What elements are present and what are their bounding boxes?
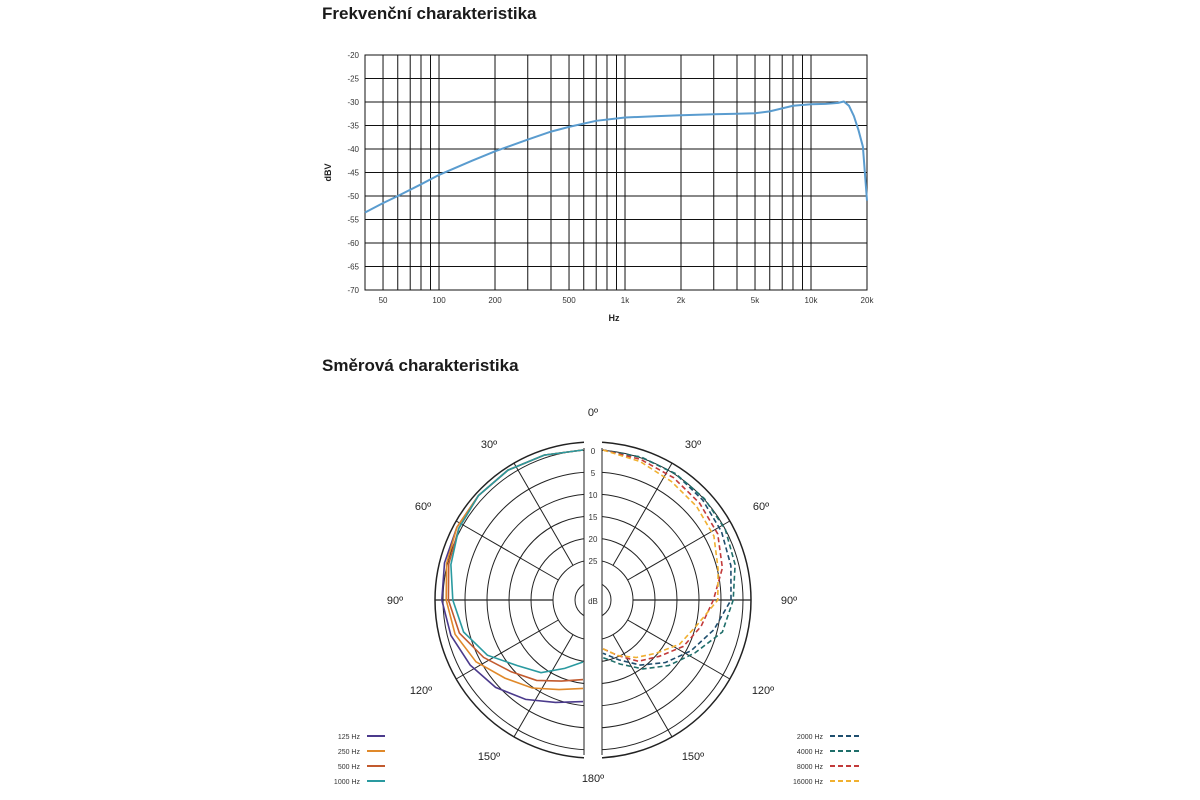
y-tick-label: -55 [347, 215, 359, 225]
legend-right-label: 16000 Hz [793, 779, 823, 786]
polar-chart-title: Směrová charakteristika [322, 356, 519, 375]
y-tick-label: -20 [347, 51, 359, 60]
angle-label: 60º [752, 501, 770, 513]
angle-label: 120º [409, 685, 433, 697]
radial-tick-label: 15 [588, 513, 598, 522]
y-tick-label: -45 [347, 168, 359, 178]
y-axis-label: dBV [323, 163, 333, 182]
polar-curve-8000hz [603, 450, 722, 661]
angle-label: 120º [751, 685, 775, 697]
x-tick-label: 5k [750, 296, 760, 305]
legend-left-label: 1000 Hz [333, 779, 360, 786]
legend-left-label: 500 Hz [337, 764, 360, 771]
legend-right-label: 8000 Hz [796, 764, 823, 771]
x-tick-label: 10k [804, 296, 818, 305]
angle-label: 90º [780, 595, 798, 607]
polar-spoke [514, 463, 573, 565]
y-tick-label: -35 [347, 121, 359, 131]
x-tick-label: 500 [562, 296, 576, 305]
angle-label: 30º [684, 439, 702, 451]
polar-spoke [628, 521, 730, 580]
y-tick-label: -65 [347, 262, 359, 272]
x-tick-label: 100 [432, 296, 446, 305]
radial-tick-label: 5 [590, 469, 596, 478]
x-tick-label: 200 [488, 296, 502, 305]
angle-label: 180º [581, 773, 605, 785]
legend-right-label: 4000 Hz [796, 749, 823, 756]
radial-tick-label: 20 [588, 535, 598, 544]
polar-spoke [456, 521, 558, 580]
x-tick-label: 50 [378, 296, 388, 305]
x-axis-label: Hz [608, 313, 620, 323]
y-tick-label: -50 [347, 192, 359, 201]
radial-tick-label: 0 [590, 447, 596, 456]
y-tick-label: -70 [347, 286, 359, 295]
polar-spoke [613, 635, 672, 737]
x-tick-label: 1k [620, 296, 630, 305]
polar-spoke [628, 620, 730, 679]
legend-left-label: 125 Hz [337, 734, 360, 741]
angle-label: 60º [414, 501, 432, 513]
x-tick-label: 20k [860, 296, 874, 305]
frequency-chart-title: Frekvenční charakteristika [322, 4, 537, 23]
angle-label: 150º [477, 751, 501, 763]
radial-tick-label: 25 [588, 557, 598, 566]
y-tick-label: -40 [347, 145, 359, 154]
polar-spoke [514, 635, 573, 737]
angle-label: 0º [587, 407, 599, 419]
radial-unit-label: dB [588, 597, 598, 606]
angle-label: 90º [386, 595, 404, 607]
legend-right-label: 2000 Hz [796, 734, 823, 741]
radial-tick-label: 10 [588, 491, 598, 500]
angle-label: 150º [681, 751, 705, 763]
x-tick-label: 2k [676, 296, 686, 305]
angle-label: 30º [480, 439, 498, 451]
legend-left-label: 250 Hz [337, 749, 360, 756]
polar-spoke [613, 463, 672, 565]
y-tick-label: -60 [347, 239, 359, 248]
y-tick-label: -25 [347, 74, 359, 84]
y-tick-label: -30 [347, 98, 359, 107]
polar-curve-500hz [448, 450, 583, 681]
